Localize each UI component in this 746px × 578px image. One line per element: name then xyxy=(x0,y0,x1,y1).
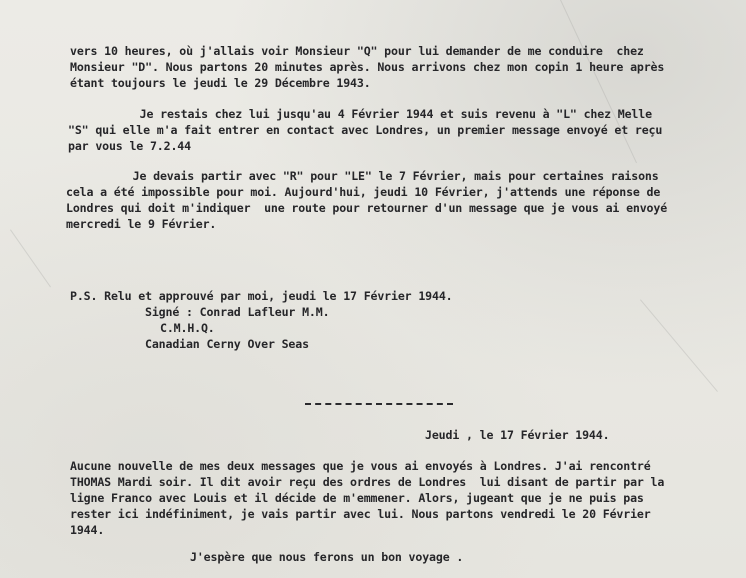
paragraph-4-line-1: Aucune nouvelle de mes deux messages que je vous ai envoyés à Londres. J'ai rencontré xyxy=(70,459,651,473)
paper-crease xyxy=(560,0,637,163)
paragraph-2-line-1: Je restais chez lui jusqu'au 4 Février 1944 et suis revenu à "L" chez Melle xyxy=(85,107,652,121)
unit-line: C.M.H.Q. xyxy=(160,321,215,335)
postscript-line: P.S. Relu et approuvé par moi, jeudi le 17 Février 1944. xyxy=(70,289,453,303)
paragraph-3-line-3: Londres qui doit m'indiquer une route pour retourner d'un message que je vous ai envoyé xyxy=(66,201,668,215)
entry-date: Jeudi , le 17 Février 1944. xyxy=(425,428,610,442)
paper-crease xyxy=(640,299,718,392)
paragraph-4-line-4: rester ici indéfiniment, je vais partir avec lui. Nous partons vendredi le 20 Février xyxy=(70,507,651,521)
paper-crease xyxy=(10,229,51,287)
paragraph-2-line-2: "S" qui elle m'a fait entrer en contact avec Londres, un premier message envoyé et reçu xyxy=(68,123,663,137)
paragraph-4-line-3: ligne Franco avec Louis et il décide de m'emmener. Alors, jugeant que je ne puis pas xyxy=(70,491,644,505)
closing-line: J'espère que nous ferons un bon voyage . xyxy=(190,550,464,564)
paragraph-4-line-2: THOMAS Mardi soir. Il dit avoir reçu des ordres de Londres lui disant de partir par la xyxy=(70,475,665,489)
paragraph-3-line-2: cela a été impossible pour moi. Aujourd'hui, jeudi 10 Février, j'attends une réponse de xyxy=(66,185,661,199)
paragraph-3-line-4: mercredi le 9 Février. xyxy=(66,217,217,231)
paragraph-4-line-5: 1944. xyxy=(70,523,105,537)
paragraph-2-line-3: par vous le 7.2.44 xyxy=(68,139,191,153)
paragraph-1-line-2: Monsieur "D". Nous partons 20 minutes après. Nous arrivons chez mon copin 1 heure après xyxy=(70,60,665,74)
paragraph-3-line-1: Je devais partir avec "R" pour "LE" le 7 Février, mais pour certaines raisons xyxy=(78,169,659,183)
section-separator xyxy=(305,403,453,405)
organisation-line: Canadian Cerny Over Seas xyxy=(145,337,309,351)
paragraph-1-line-3: étant toujours le jeudi le 29 Décembre 1943. xyxy=(70,76,371,90)
paragraph-1-line-1: vers 10 heures, où j'allais voir Monsieur "Q" pour lui demander de me conduire chez xyxy=(70,44,644,58)
signature-line: Signé : Conrad Lafleur M.M. xyxy=(145,305,330,319)
